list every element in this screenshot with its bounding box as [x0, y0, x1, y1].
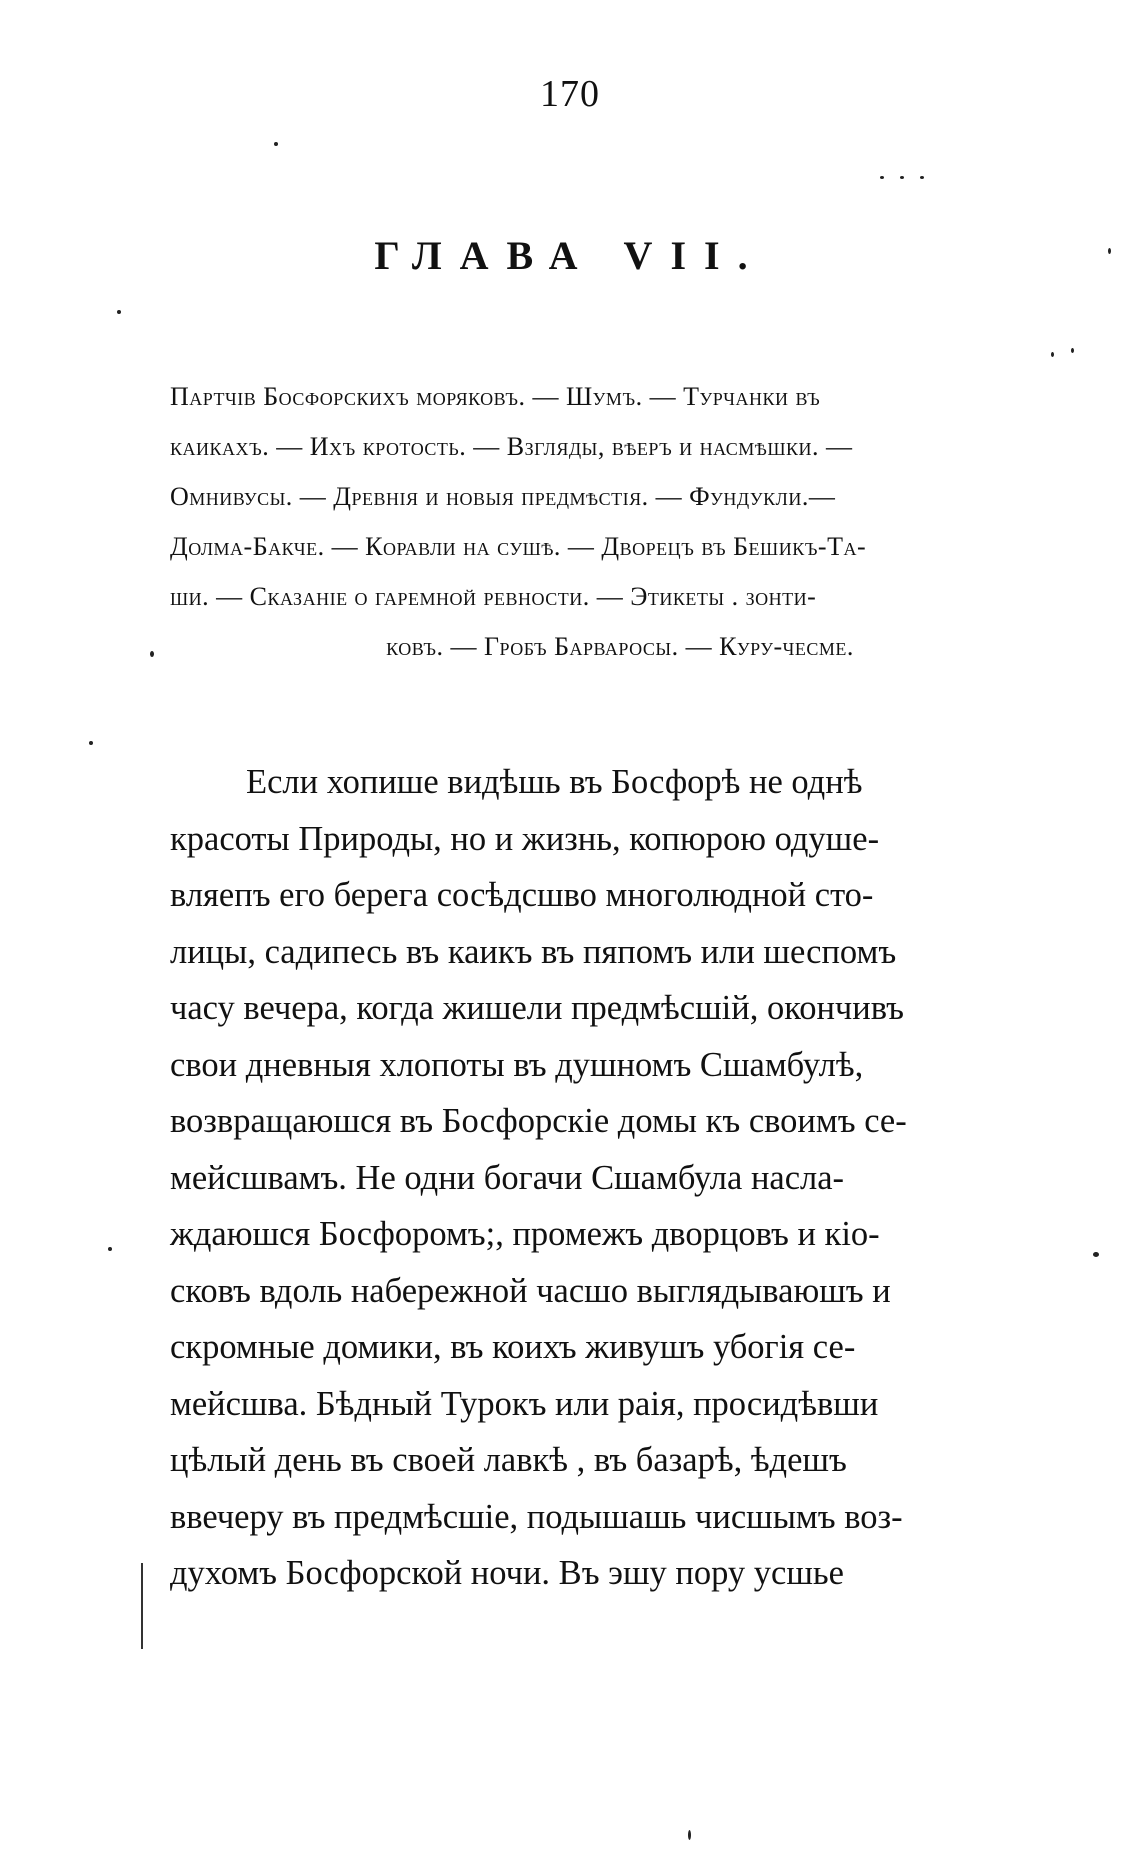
- body-line: Если хопише видѣшь въ Босфорѣ не однѣ: [246, 763, 863, 801]
- summary-line: ковъ. — Гробъ Барваросы. — Куру-чесме.: [386, 632, 854, 661]
- scan-speck: [117, 310, 121, 314]
- body-line: вляепъ его берега сосѣдсшво многолюдной сто-: [170, 876, 874, 914]
- body-line: мейсшвамъ. Не одни богачи Сшамбула насла-: [170, 1158, 845, 1197]
- scan-speck: [89, 741, 93, 745]
- scan-speck: [274, 142, 278, 146]
- summary-line: ши. — Сказанiе о гаремной ревности. — Этикеты . зонти-: [170, 582, 817, 611]
- scan-speck: [1108, 248, 1111, 254]
- scan-speck: [920, 176, 924, 179]
- summary-line: каикахъ. — Ихъ кротость. — Взгляды, вѣеръ и насмѣшки. —: [170, 432, 853, 461]
- body-line: лицы, садипесь въ каикъ въ пяпомъ или шеспомъ: [170, 932, 897, 971]
- margin-mark: [141, 1563, 143, 1649]
- body-line: свои дневныя хлопоты въ душномъ Сшамбулѣ,: [170, 1045, 864, 1084]
- summary-line: Омнивусы. — Древнiя и новыя предмѣстiя. — Фундукли.—: [170, 482, 836, 511]
- body-line: сковъ вдоль набережной часшо выглядываюшъ и: [170, 1271, 891, 1310]
- scan-speck: [900, 176, 904, 179]
- scan-speck: [150, 651, 154, 657]
- body-line: духомъ Босфорской ночи. Въ эшу пору усшье: [170, 1554, 844, 1592]
- body-line: мейсшва. Бѣдный Турокъ или раiя, просидѣвши: [170, 1384, 879, 1423]
- body-line: часу вечера, когда жишели предмѣсшiй, окончивъ: [170, 989, 905, 1027]
- body-line: ввечеру въ предмѣсшiе, подышашь чисшымъ воз-: [170, 1497, 903, 1536]
- body-line: ждаюшся Босфоромъ;, промежъ дворцовъ и кiо-: [170, 1215, 880, 1253]
- chapter-summary: [170, 372, 1070, 672]
- body-paragraph: [170, 754, 1070, 1602]
- body-line: скромные домики, въ коихъ живушъ убогiя се-: [170, 1328, 856, 1366]
- scan-speck: [688, 1830, 691, 1840]
- page-number: 170: [540, 73, 600, 115]
- summary-line: Партчiв Босфорскихъ моряковъ. — Шумъ. — Турчанки въ: [170, 382, 821, 411]
- body-line: возвращаюшся въ Босфорскiе домы къ своимъ се-: [170, 1102, 907, 1140]
- summary-line: Долма-Бакче. — Коравли на сушѣ. — Дворецъ въ Бешикъ-Та-: [170, 532, 867, 561]
- chapter-title: ГЛАВА VII.: [374, 233, 766, 278]
- scan-speck: [1071, 348, 1074, 353]
- scan-speck: [108, 1247, 112, 1251]
- scan-speck: [880, 176, 884, 179]
- body-line: красоты Природы, но и жизнь, копюрою одуше-: [170, 819, 880, 858]
- scan-speck: [1093, 1252, 1099, 1257]
- body-line: цѣлый день въ своей лавкѣ , въ базарѣ, ѣдешъ: [170, 1441, 847, 1479]
- scan-speck: [1051, 352, 1054, 357]
